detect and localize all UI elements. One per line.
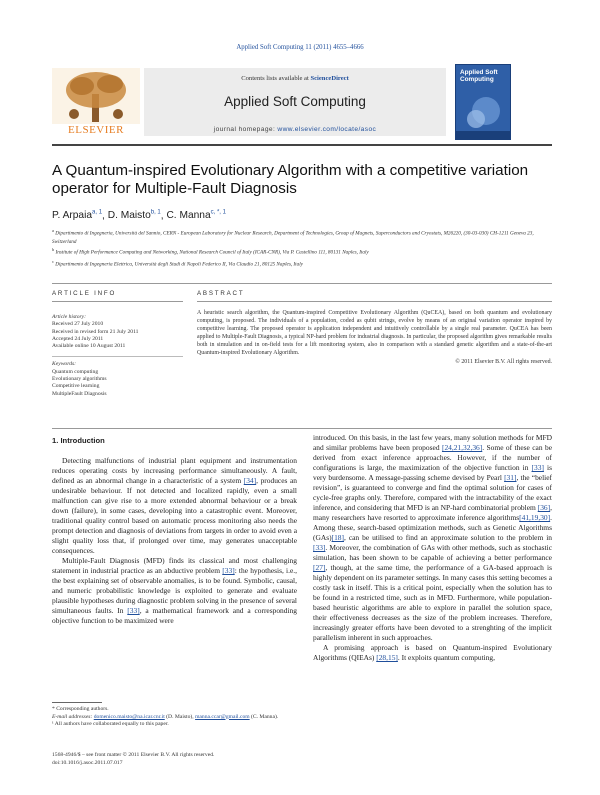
email-link[interactable]: domenico.maisto@na.icar.cnr.it <box>93 713 165 720</box>
text-run: . Some of these can be derived from exact inference approaches. However, if the number of configurations is large, the maximization of the objective function in <box>313 443 553 472</box>
doi-line[interactable]: doi:10.1016/j.asoc.2011.07.017 <box>52 759 123 766</box>
text-run: , though, at the same time, the performance of a GA-based approach is highly dependent on its parameter settings. In many cases this setting becomes a costly task in itself. This is a critical point, especially when the solution has to be found in a restricted time, such as in MFD. Furthermore, while population-based heuristic algorithms are able to explore in parallel the solution space, their effectiveness decreases as the size of the problem increases. Therefore, increasingly greater efforts have been devoted to a strenghting of the implicit parallelism inherent in such approaches. <box>313 563 552 642</box>
front-matter-meta <box>52 752 214 767</box>
journal-masthead <box>52 64 552 140</box>
text-run: : the hypothesis, i.e., the best explaining set of observable anomalies, is to be found. Symbolic, causal, and numeric probabilistic knowledge is exploited to generate and evaluate plausible hypotheses during diagnostic problem solving in the presence of several simultaneous faults. In <box>52 566 298 615</box>
sciencedirect-link[interactable]: ScienceDirect <box>310 75 349 82</box>
text-run: , the “belief revision”, is guaranteed to converge and find the optimal solution for cases of cycle-free graphs only. Therefore, compared with the intractability of the exact inference, and considering that MFD is an NP-hard combinatorial problem <box>313 473 553 512</box>
text-run: Multiple-Fault Diagnosis (MFD) finds its classical and most challenging statement in industrial practice as an abductive problem <box>52 556 297 575</box>
history-item: Received in revised form 21 July 2011 <box>52 328 139 335</box>
text-run: is very burdensome. A message-passing scheme devised by Pearl <box>313 463 552 482</box>
journal-homepage <box>144 126 446 133</box>
keywords-label: Keywords: <box>52 361 77 368</box>
elsevier-logo <box>52 68 140 136</box>
cover-art-icon <box>456 65 510 139</box>
citation-link[interactable]: [28,15] <box>376 653 398 662</box>
keyword: MultipleFault Diagnosis <box>52 390 107 397</box>
abstract <box>197 309 552 366</box>
homepage-prefix: journal homepage: <box>213 126 276 133</box>
cover-title: Applied Soft Computing <box>460 69 498 83</box>
author[interactable]: P. Arpaia$^{a, 1}$ <box>52 210 103 222</box>
journal-title: Applied Soft Computing <box>224 94 366 109</box>
article-title: A Quantum-inspired Evolutionary Algorithm with a competitive variation operator for Multiple-Fault Diagnosis <box>52 162 529 197</box>
affiliations <box>52 227 552 269</box>
text-run: A promising approach is based on Quantum-inspired Evolutionary Algorithms (QIEAs) <box>313 643 552 662</box>
citation-link[interactable]: [33] <box>531 463 544 472</box>
journal-cover-thumbnail <box>455 64 511 140</box>
keyword: Competitive learning <box>52 383 100 390</box>
abstract-heading: ABSTRACT <box>197 290 245 297</box>
contents-prefix: Contents lists available at <box>241 75 309 82</box>
affiliation: $^c$ Dipartimento di Ingegneria Elettrica, Università degli Studi di Napoli Federico II, Via Claudio 21, 80125 Naples, Italy <box>52 258 303 268</box>
elsevier-wordmark: ELSEVIER <box>68 124 124 136</box>
abstract-copyright: © 2011 Elsevier B.V. All rights reserved. <box>455 358 552 365</box>
email-note: E-mail addresses: domenico.maisto@na.icar.cnr.it (D. Maisto), manna.ccar@gmail.com (C. Manna). <box>52 713 279 720</box>
masthead-band <box>144 68 446 136</box>
citation-link[interactable]: [24,21,32,36] <box>441 443 483 452</box>
text-run: Detecting malfunctions of industrial plant equipment and instrumentation reduces operating costs by increasing performance simultaneously. A fault, defined as an abnormal change in a characteristic of a system <box>52 456 297 485</box>
journal-reference[interactable]: Applied Soft Computing 11 (2011) 4655–4666 <box>236 44 364 51</box>
masthead-rule <box>52 144 552 146</box>
body-paragraph <box>313 643 552 663</box>
text-run: , can be utilised to find an approximate solution to the problem in <box>344 533 552 542</box>
footnote-rule <box>52 702 102 703</box>
citation-link[interactable]: [36] <box>537 503 551 512</box>
text-run: introduced. On this basis, in the last few years, many solution methods for MFD and similar problems have been proposed <box>313 433 552 452</box>
keyword: Quantum computing <box>52 368 99 375</box>
header-divider <box>52 283 552 284</box>
abstract-rule <box>197 301 552 302</box>
body-paragraph <box>313 433 552 643</box>
body-divider <box>52 428 552 429</box>
corresponding-note: * Corresponding authors. <box>52 706 109 712</box>
text-run: . Moreover, the combination of GAs with other methods, such as stochastic simulation, has been shown to be capable of achieving a better performance <box>313 543 552 562</box>
equal-contribution-note: ¹ All authors have collaborated equally to this paper. <box>52 721 169 728</box>
affiliation: $^a$ Dipartimento di Ingegneria, Università del Sannio, CERN - European Laboratory for Nuclear Research, Department of Technologies, Group of Magnets, Superconductors and Cryostats, M26220, (30-03-030) CH-1211 Geneva 23, Switzerland <box>52 228 534 245</box>
section-heading: 1. Introduction <box>52 436 105 445</box>
text-run: , a mathematical framework and a corresponding objective function to be maximized were <box>52 606 297 625</box>
footnotes <box>52 706 297 729</box>
text-run: . Among these, search-based optimization methods, such as Genetic Algorithms (GAs) <box>313 513 552 542</box>
history-item: Accepted 24 July 2011 <box>52 335 104 342</box>
email-link[interactable]: manna.ccar@gmail.com <box>195 713 250 720</box>
author[interactable]: C. Manna$^{c, *, 1}$ <box>166 210 226 222</box>
history-item: Received 27 July 2010 <box>52 321 104 328</box>
citation-link[interactable]: [31] <box>504 473 517 482</box>
info-separator <box>52 356 183 357</box>
right-column <box>313 433 552 663</box>
issn-line: 1568-4946/$ – see front matter © 2011 Elsevier B.V. All rights reserved. <box>52 752 215 758</box>
citation-link[interactable]: [33] <box>222 566 235 575</box>
history-label: Article history: <box>52 314 87 320</box>
abstract-text: A heuristic search algorithm, the Quantum-inspired Competitive Evolutionary Algorithm (QuCEA), based on both quantum and evolutionary computing, is proposed. The individuals of a population, coded as qubit strings, evolve by means of an original variation operator inspired by competitive learning. The proposed operator is application independent and intuitively controllable by a single real parameter. QuCEA has been applied to Multiple-Fault Diagnosis, a typical NP-hard problem for industrial diagnosis. In particular, the proposed algorithm gives remarkable results both in simulation and in on-field tests for a lift monitoring system, also in comparison with a standard genetic algorithm and a state-of-the-art Quantum-inspired Evolutionary Algorithm. <box>197 310 552 357</box>
left-column <box>52 436 297 626</box>
citation-link[interactable]: [27] <box>313 563 326 572</box>
citation-link[interactable]: [34] <box>243 476 257 485</box>
text-run: , produces an undesirable behaviour. If not detected and localized rapidly, even a small malfunction can give rise to a more extended abnormal behaviour or a break down (failure), in some cases, developing into a catastrophic event. Moreover, traditional quality control based on automatic process monitoring also needs the prompt detection and diagnosis of deviations from targets in order to avoid even a slight quality loss that, if prolonged over time, may generates unacceptable consequences. <box>52 476 297 555</box>
author-list: P. Arpaia$^{a, 1}$, D. Maisto$^{b, 1}$, C. Manna$^{c, *, 1}$ <box>52 210 226 222</box>
citation-link[interactable]: [18] <box>331 533 344 542</box>
author[interactable]: D. Maisto$^{b, 1}$ <box>107 210 161 222</box>
affiliation: $^b$ Institute of High Performance Computing and Networking, National Research Council of Italy (ICAR-CNR), Via P. Castellino 111, 80131 Naples, Italy <box>52 247 369 257</box>
history-item: Available online 10 August 2011 <box>52 343 126 350</box>
article-info-heading: ARTICLE INFO <box>52 290 117 297</box>
elsevier-tree-icon <box>52 68 140 124</box>
citation-link[interactable]: [33] <box>313 543 326 552</box>
info-rule <box>52 301 183 302</box>
article-info <box>52 312 183 398</box>
citation-link[interactable]: [33] <box>127 606 140 615</box>
contents-line <box>144 75 446 82</box>
homepage-url[interactable]: www.elsevier.com/locate/asoc <box>277 126 377 133</box>
body-paragraph <box>52 456 297 556</box>
citation-link[interactable]: [41,19,30] <box>519 513 551 522</box>
body-paragraph <box>52 556 297 626</box>
keyword: Evolutionary algorithms <box>52 376 107 383</box>
text-run: . It exploits quantum computing, <box>397 653 496 662</box>
text-run: , many researchers have resorted to approximate inference algorithms <box>313 503 552 522</box>
